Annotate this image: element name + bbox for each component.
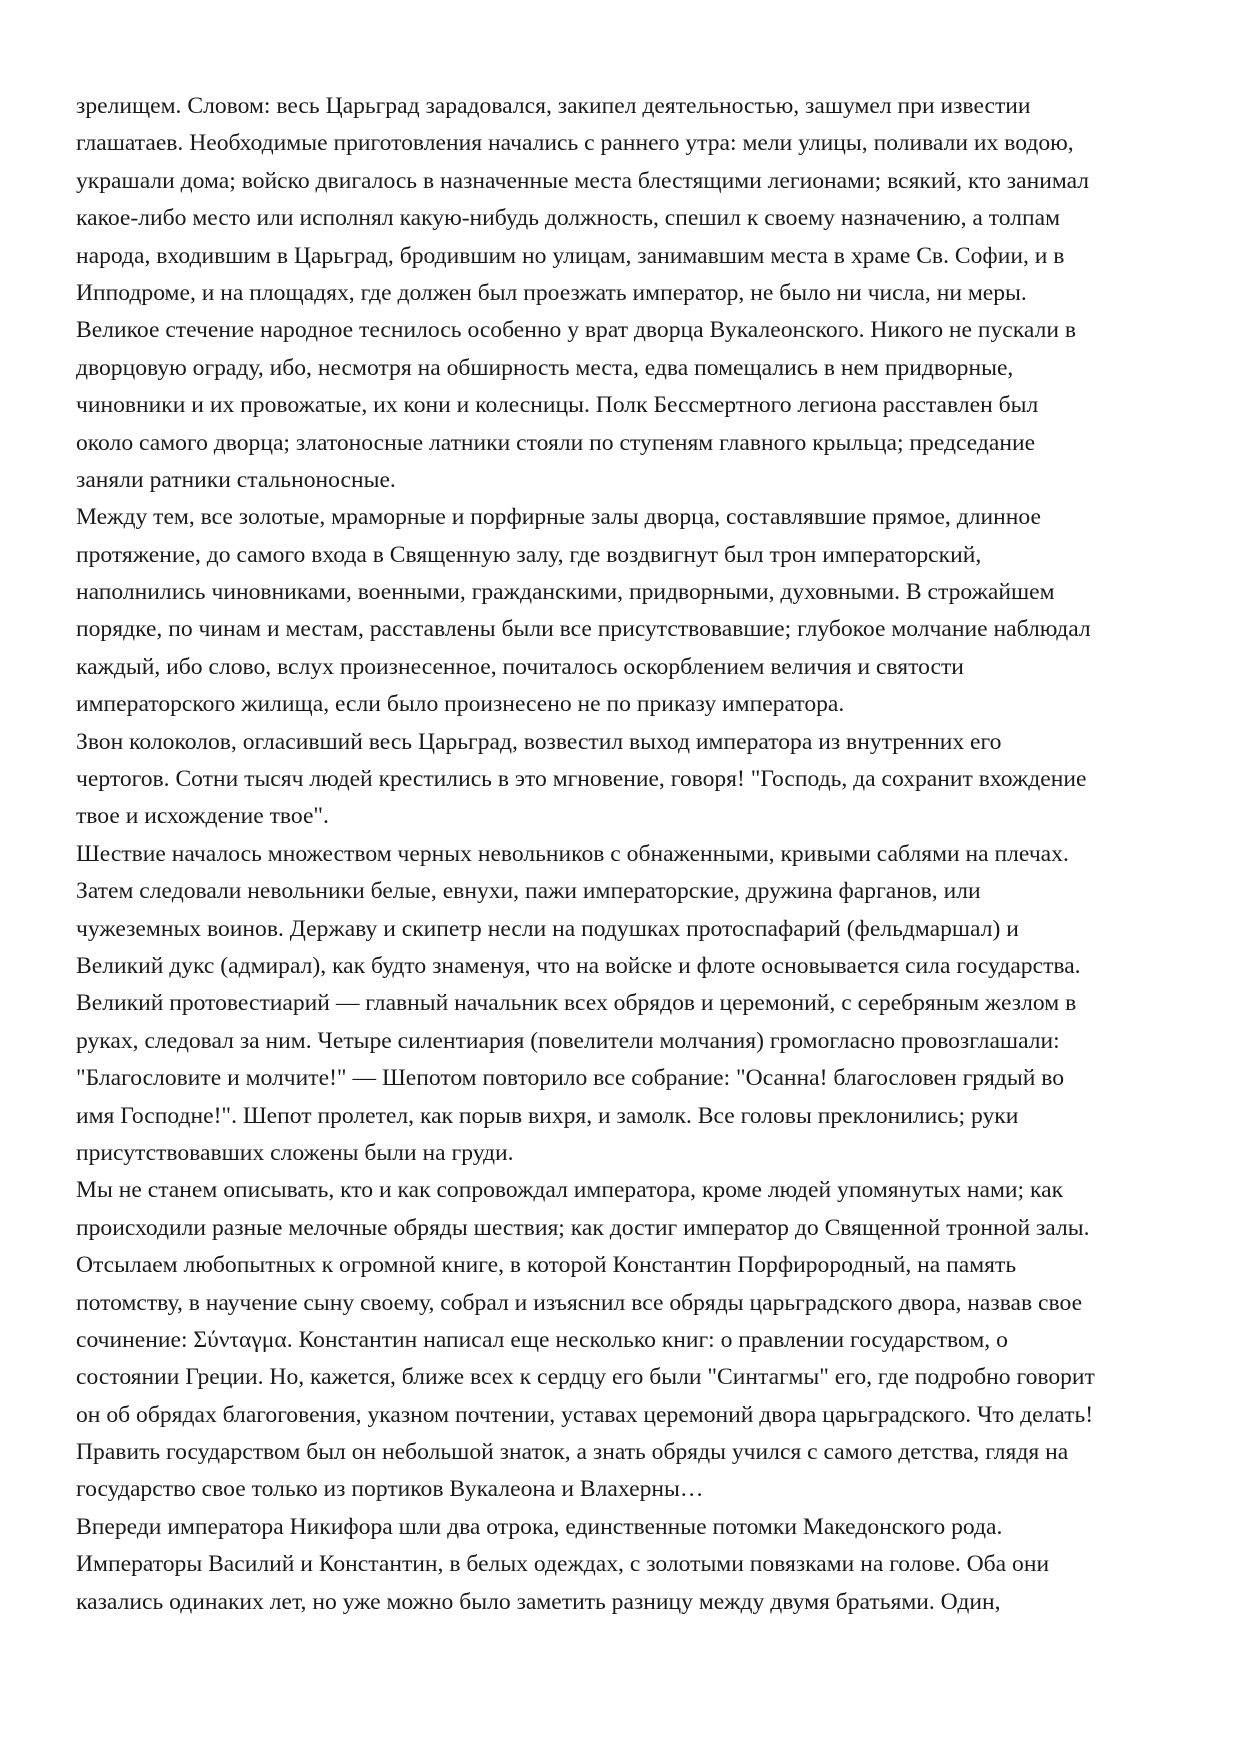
text-line: потомству, в научение сыну своему, собрал и изъяснил все обряды царьградского двора, назвав свое [76, 1289, 1083, 1316]
text-line: украшали дома; войско двигалось в назначенные места блестящими легионами; всякий, кто занимал [76, 167, 1090, 194]
text-line: Между тем, все золотые, мраморные и порфирные залы дворца, составлявшие прямое, длинное [76, 504, 1041, 531]
text-line: около самого дворца; златоносные латники стояли по ступеням главного крыльца; председание [76, 429, 1036, 456]
text-line: порядке, по чинам и местам, расставлены были все присутствовавшие; глубокое молчание наблюдал [76, 616, 1091, 643]
text-line: Отсылаем любопытных к огромной книге, в которой Константин Порфирородный, на память [76, 1252, 1017, 1279]
text-line: твое и исхождение твое". [76, 803, 329, 830]
text-line: Ипподроме, и на площадях, где должен был проезжать император, не было ни числа, ни меры. [76, 279, 1027, 306]
text-line: руках, следовал за ним. Четыре силентиария (повелители молчания) громогласно провозглашали: [76, 1027, 1060, 1054]
text-line: сочинение: Σύνταγμα. Константин написал еще несколько книг: о правлении государством, о [76, 1326, 1008, 1353]
text-line: заняли ратники стальноносные. [76, 466, 396, 493]
text-line: государство свое только из портиков Вукалеона и Влахерны… [76, 1476, 704, 1503]
text-line: зрелищем. Словом: весь Царьград зарадовался, закипел деятельностью, зашумел при известии [76, 93, 1031, 119]
text-line: казались одинаких лет, но уже можно было заметить разницу между двумя братьями. Один, [76, 1588, 1001, 1615]
text-line: Императоры Василий и Константин, в белых одеждах, с золотыми повязками на голове. Оба они [76, 1551, 1050, 1578]
text-line: состоянии Греции. Но, кажется, ближе всех к сердцу его были "Синтагмы" его, где подробно говорит [76, 1364, 1095, 1391]
text-line: глашатаев. Необходимые приготовления начались с раннего утра: мели улицы, поливали их водою, [76, 130, 1074, 157]
text-line: народа, входившим в Царьград, бродившим но улицам, занимавшим места в храме Св. Софии, и в [76, 242, 1065, 269]
text-line: какое-либо место или исполнял какую-нибудь должность, спешил к своему назначению, а толпам [76, 205, 1061, 232]
text-line: Впереди императора Никифора шли два отрока, единственные потомки Македонского рода. [76, 1513, 1003, 1540]
text-line: имя Господне!". Шепот пролетел, как порыв вихря, и замолк. Все головы преклонились; руки [76, 1102, 1019, 1129]
text-line: чиновники и их провожатые, их кони и колесницы. Полк Бессмертного легиона расставлен был [76, 392, 1039, 419]
text-line: императорского жилища, если было произнесено не по приказу императора. [76, 691, 845, 718]
text-line: наполнились чиновниками, военными, гражданскими, придворными, духовными. В строжайшем [76, 579, 1055, 606]
text-line: Великое стечение народное теснилось особенно у врат дворца Вукалеонского. Никого не пускали в [76, 317, 1077, 344]
text-line: Мы не станем описывать, кто и как сопровождал императора, кроме людей упомянутых нами; как [76, 1177, 1064, 1204]
text-line: Звон колоколов, огласивший весь Царьград, возвестил выход императора из внутренних его [76, 728, 1002, 755]
text-line: Шествие началось множеством черных невольников с обнаженными, кривыми саблями на плечах. [76, 840, 1069, 867]
text-line: присутствовавших сложены были на груди. [76, 1139, 514, 1166]
text-line: каждый, ибо слово, вслух произнесенное, почиталось оскорблением величия и святости [76, 653, 964, 680]
text-line: протяжение, до самого входа в Священную залу, где воздвигнут был трон императорский, [76, 541, 982, 568]
text-line: он об обрядах благоговения, указном почтении, уставах церемоний двора царьградского. Что делать! [76, 1401, 1094, 1428]
text-line: чертогов. Сотни тысяч людей крестились в это мгновение, говоря! "Господь, да сохранит вхождение [76, 766, 1087, 793]
text-line: Затем следовали невольники белые, евнухи, пажи императорские, дружина фарганов, или [76, 878, 981, 905]
text-line: дворцовую ограду, ибо, несмотря на обширность места, едва помещались в нем придворные, [76, 354, 1014, 381]
text-line: Великий протовестиарий — главный начальник всех обрядов и церемоний, с серебряным жезлом в [76, 990, 1077, 1017]
body-text [76, 88, 1176, 1621]
text-line: "Благословите и молчите!" — Шепотом повторило все собрание: "Осанна! благословен грядый во [76, 1065, 1065, 1092]
text-line: Править государством был он небольшой знаток, а знать обряды учился с самого детства, глядя на [76, 1439, 1069, 1466]
text-line: чужеземных воинов. Державу и скипетр несли на подушках протоспафарий (фельдмаршал) и [76, 915, 1019, 942]
text-line: происходили разные мелочные обряды шествия; как достиг император до Священной тронной залы. [76, 1214, 1090, 1241]
text-line: Великий дукс (адмирал), как будто знаменуя, что на войске и флоте основывается сила государства. [76, 952, 1081, 979]
